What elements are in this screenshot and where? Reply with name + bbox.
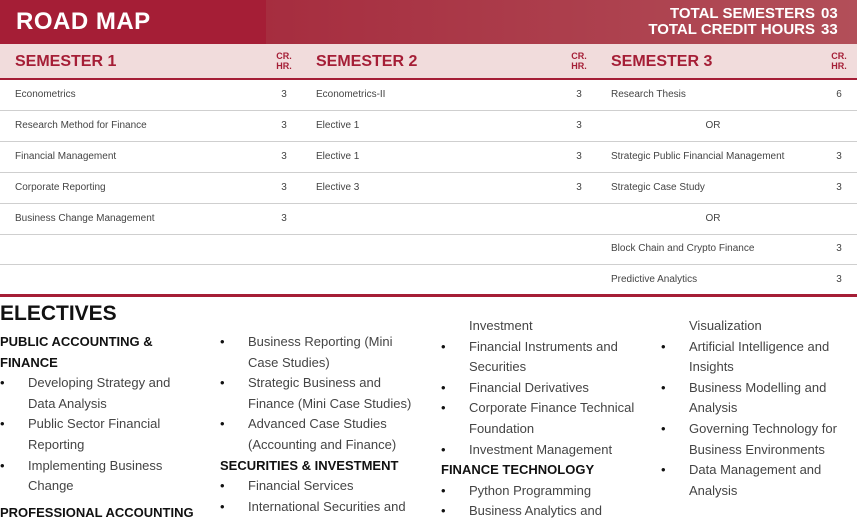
semester-header-row	[0, 44, 857, 80]
semester-2-course: Elective 1	[316, 151, 360, 162]
semester-3-course: Predictive Analytics	[611, 274, 698, 285]
semester-1-course: Corporate Reporting	[15, 182, 106, 193]
semester-3-credit-header: CR. HR.	[831, 51, 847, 71]
semester-1-course: Business Change Management	[15, 213, 155, 224]
semester-2-credit: 3	[576, 151, 582, 162]
semester-2-course: Econometrics-II	[316, 89, 386, 100]
semester-2-course: Elective 1	[316, 120, 360, 131]
page-title: ROAD MAP	[16, 8, 151, 35]
semester-2-credit-header: CR. HR.	[571, 51, 587, 71]
semester-1-credit: 3	[281, 89, 287, 100]
semester-1-credit: 3	[281, 151, 287, 162]
semester-1-title: SEMESTER 1	[15, 53, 117, 70]
semester-3-credit: 3	[836, 151, 842, 162]
course-row	[0, 264, 857, 295]
public-accounting-heading: PUBLIC ACCOUNTING & FINANCE	[0, 334, 153, 370]
semester-1-credit-header: CR. HR.	[276, 51, 292, 71]
electives-column-1	[0, 332, 210, 523]
totals-summary	[648, 6, 843, 38]
total-credit-hours-value: 33	[821, 21, 838, 38]
electives-heading: ELECTIVES	[0, 302, 117, 325]
professional-accounting-heading: PROFESSIONAL ACCOUNTING	[0, 504, 194, 520]
table-bottom-rule	[0, 294, 857, 297]
list-item: • Corporate Finance Technical Foundation	[441, 400, 635, 436]
semester-2-course: Elective 3	[316, 182, 360, 193]
semester-1-course: Financial Management	[15, 151, 117, 162]
list-item: • Developing Strategy and Data Analysis	[0, 375, 171, 411]
semester-3-course: Research Thesis	[611, 89, 686, 100]
semester-1-course: Econometrics	[15, 89, 76, 100]
list-item: • International Securities and	[220, 498, 406, 514]
total-semesters-label: TOTAL SEMESTERS	[669, 5, 815, 22]
semester-1-course: Research Method for Finance	[15, 120, 147, 131]
semester-1-credit: 3	[281, 182, 287, 193]
list-item-continuation: Investment	[469, 318, 533, 333]
semester-1-credit: 3	[281, 120, 287, 131]
list-item: • Artificial Intelligence and Insights	[661, 338, 830, 375]
semester-3-course: Block Chain and Crypto Finance	[611, 243, 755, 254]
list-item: • Governing Technology for Business Environments	[661, 420, 837, 457]
semester-2-title: SEMESTER 2	[316, 53, 418, 70]
list-item: • Business Modelling and Analysis	[661, 379, 827, 416]
list-item: • Data Management and Analysis	[661, 462, 822, 498]
semester-3-credit: 3	[836, 243, 842, 254]
semester-3-title: SEMESTER 3	[611, 53, 713, 70]
banner-left-block	[0, 0, 266, 44]
list-item: • Investment Management	[441, 441, 613, 457]
list-item-continuation: Visualization	[689, 318, 762, 333]
semester-2-credit: 3	[576, 89, 582, 100]
list-item: • Financial Services	[220, 478, 354, 494]
electives-column-2	[220, 332, 435, 517]
semester-1-credit: 3	[281, 213, 287, 224]
securities-investment-heading: SECURITIES & INVESTMENT	[220, 457, 399, 473]
total-semesters-value: 03	[821, 5, 838, 22]
list-item: • Financial Instruments and Securities	[441, 338, 618, 375]
semester-2-credit: 3	[576, 120, 582, 131]
list-item: • Python Programming	[441, 482, 592, 498]
list-item: • Public Sector Financial Reporting	[0, 416, 161, 452]
list-item: • Strategic Business and Finance (Mini Case Studies)	[220, 375, 412, 411]
semester-3-credit: 3	[836, 182, 842, 193]
finance-technology-heading: FINANCE TECHNOLOGY	[441, 462, 595, 478]
list-item: • Implementing Business Change	[0, 457, 163, 494]
course-row	[0, 203, 857, 235]
electives-column-4	[661, 316, 861, 501]
or-separator: OR	[705, 213, 721, 224]
course-row	[0, 172, 857, 204]
semester-3-course: Strategic Case Study	[611, 182, 705, 193]
total-credit-hours-label: TOTAL CREDIT HOURS	[648, 21, 815, 38]
electives-column-3	[441, 316, 656, 522]
course-row	[0, 141, 857, 173]
roadmap-banner	[0, 0, 857, 44]
semester-3-course: Strategic Public Financial Management	[611, 151, 785, 162]
semester-3-credit: 6	[836, 89, 842, 100]
list-item: • Business Analytics and	[441, 503, 602, 519]
banner-right-block	[266, 0, 857, 44]
list-item: • Advanced Case Studies (Accounting and Finance)	[220, 416, 397, 452]
course-row	[0, 110, 857, 142]
course-row	[0, 79, 857, 111]
semester-2-credit: 3	[576, 182, 582, 193]
list-item: • Business Reporting (Mini Case Studies)	[220, 334, 393, 370]
course-row	[0, 233, 857, 265]
or-separator: OR	[705, 120, 721, 131]
list-item: • Financial Derivatives	[441, 379, 589, 395]
semester-3-credit: 3	[836, 274, 842, 285]
